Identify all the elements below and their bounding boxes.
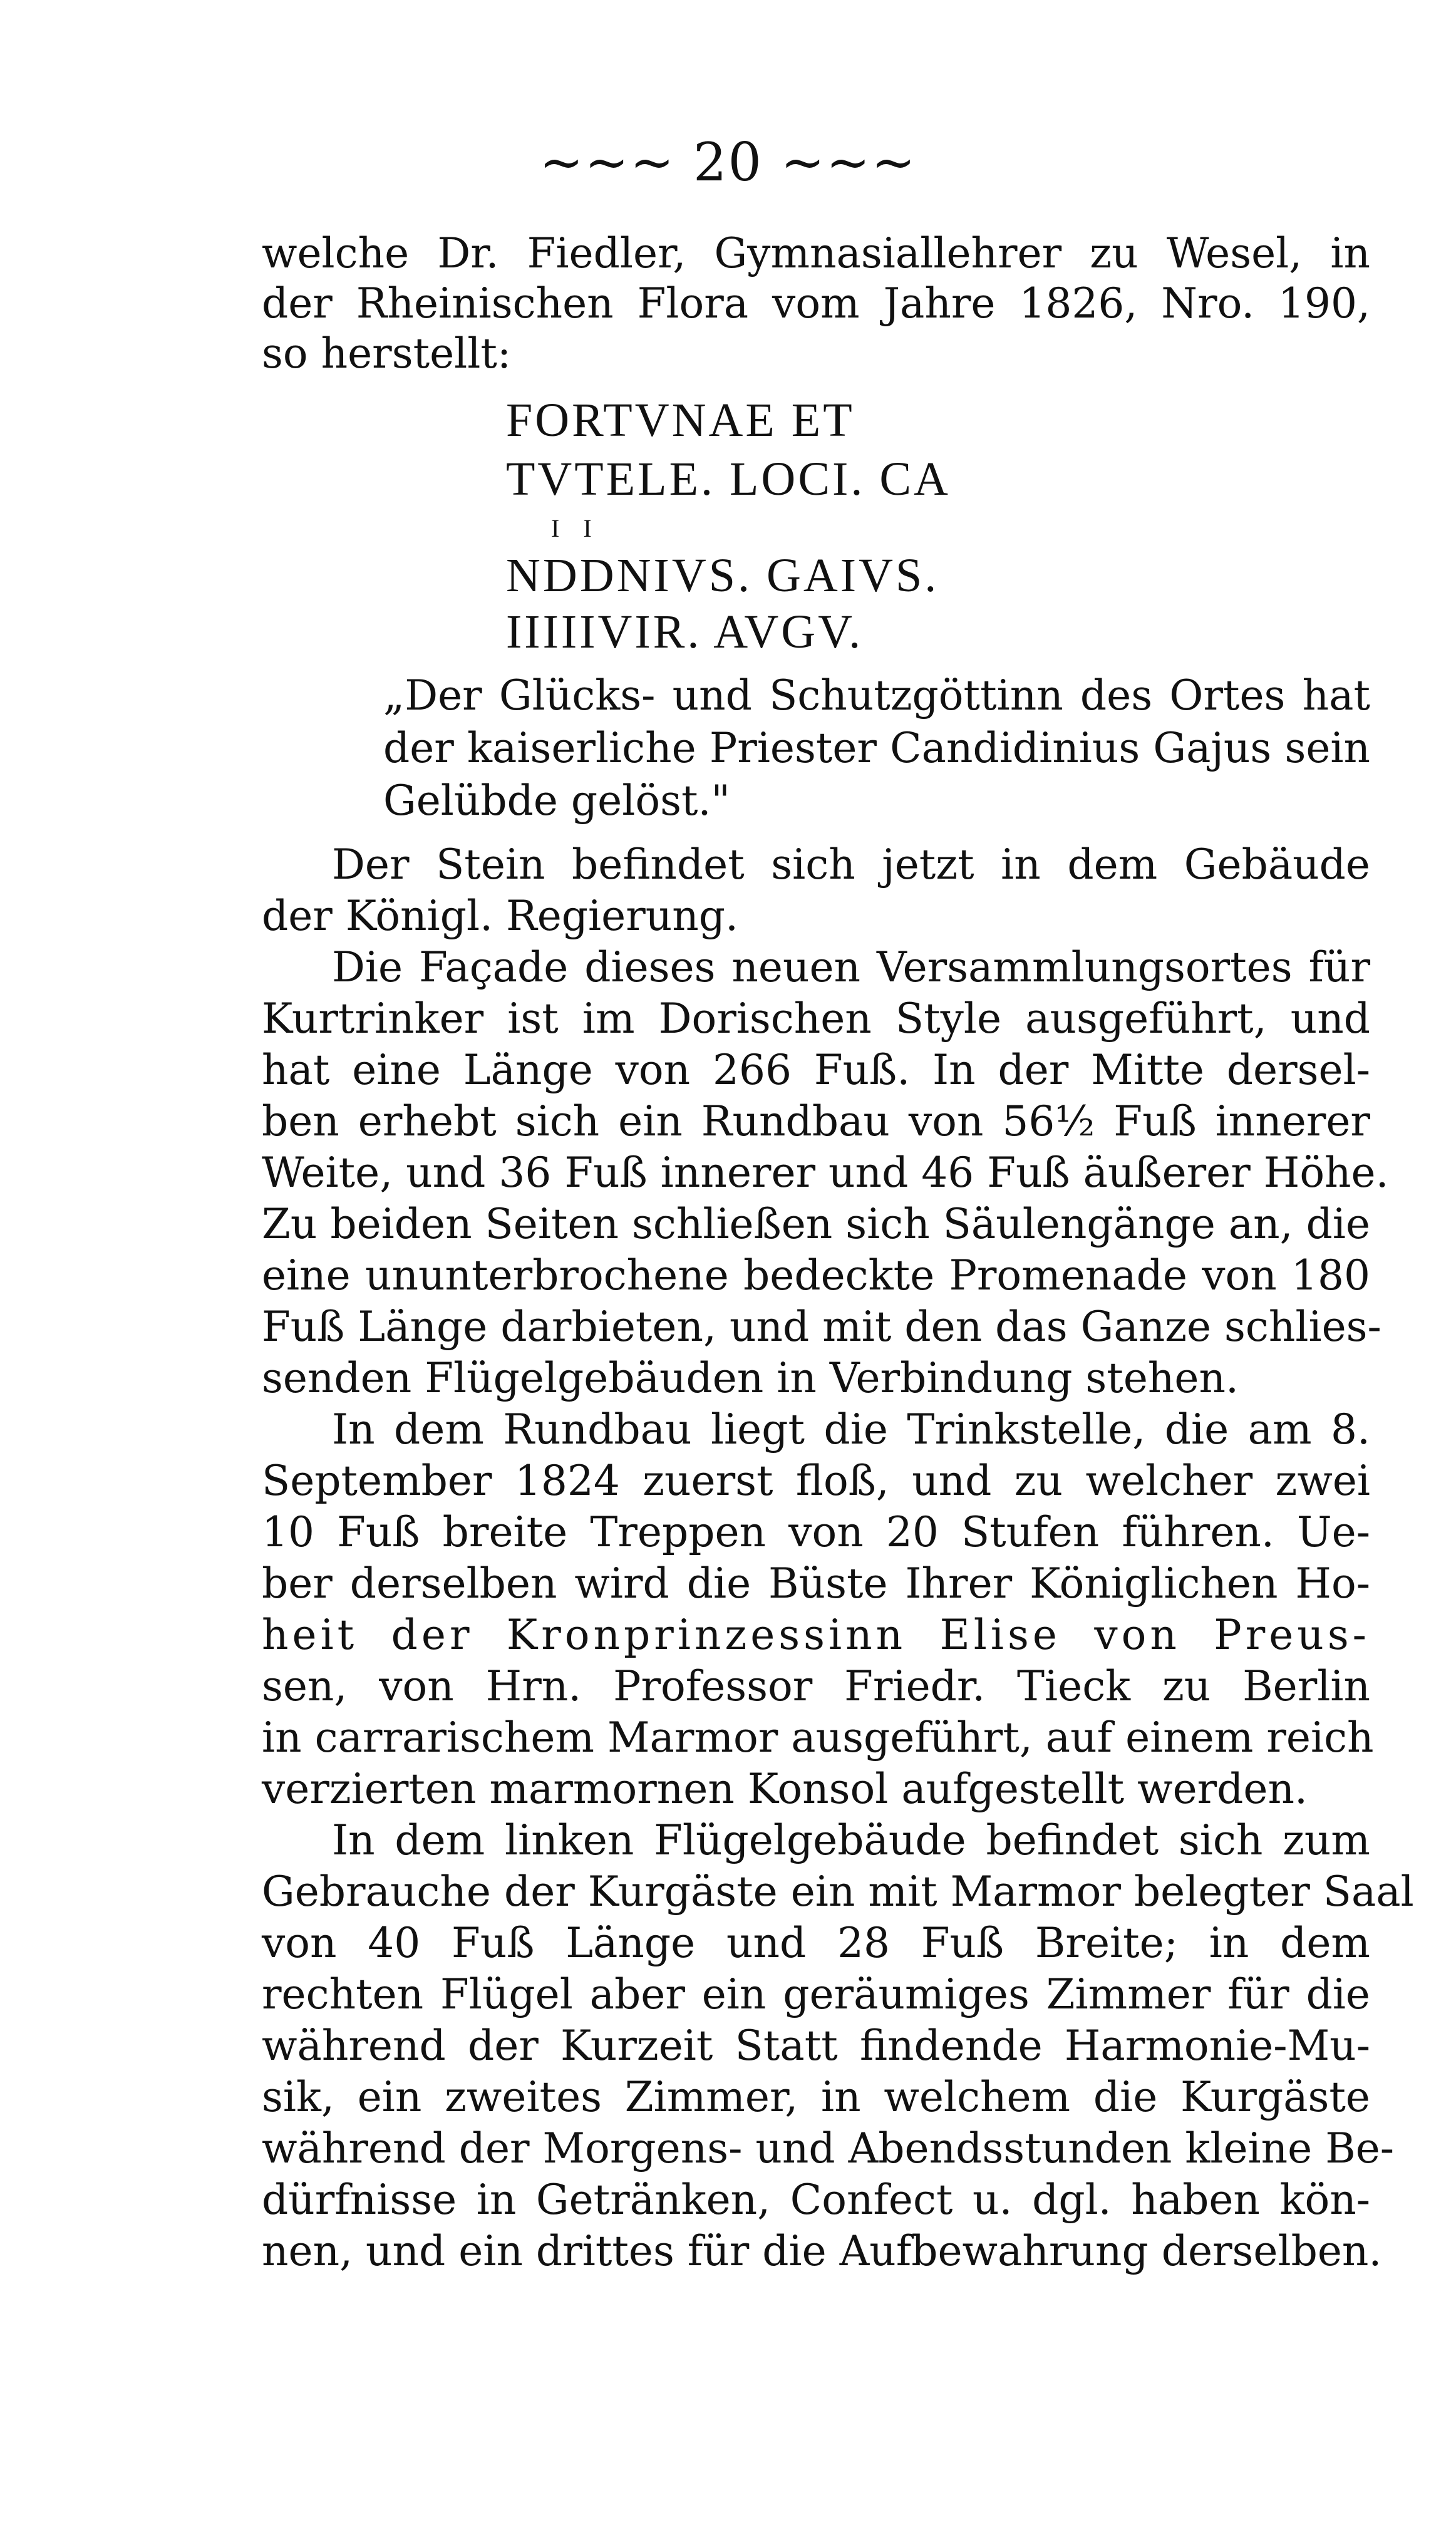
text-line: ben erhebt sich ein Rundbau von 56½ Fuß innerer <box>262 1097 1370 1145</box>
text-line: sik, ein zweites Zimmer, in welchem die Kurgäste <box>262 2073 1370 2121</box>
text-line: Die Façade dieses neuen Versammlungsortes für <box>332 943 1370 991</box>
text-line: senden Flügelgebäuden in Verbindung stehen. <box>262 1354 1239 1402</box>
text-line: so herstellt: <box>262 329 512 378</box>
inscription-line: FORTVNAE ET <box>506 394 855 447</box>
quote-line: „Der Glücks- und Schutzgöttinn des Ortes hat <box>383 671 1370 720</box>
text-line: welche Dr. Fiedler, Gymnasiallehrer zu Wesel, in <box>262 229 1370 277</box>
text-line: rechten Flügel aber ein geräumiges Zimmer für die <box>262 1970 1370 2018</box>
inscription-line: NDDNIVS. GAIVS. <box>506 549 939 602</box>
text-line: ber derselben wird die Büste Ihrer Königlichen Ho- <box>262 1559 1370 1608</box>
inscription-line: IIIIIVIR. AVGV. <box>506 606 864 658</box>
text-line: Fuß Länge darbieten, und mit den das Ganze schlies- <box>262 1303 1381 1351</box>
inscription-line: I I <box>551 514 601 542</box>
text-line: von 40 Fuß Länge und 28 Fuß Breite; in dem <box>262 1919 1370 1967</box>
inscription-line: TVTELE. LOCI. CA <box>506 453 951 505</box>
text-line: sen, von Hrn. Professor Friedr. Tieck zu Berlin <box>262 1662 1370 1710</box>
text-line: eine ununterbrochene bedeckte Promenade von 180 <box>262 1251 1370 1300</box>
text-line: In dem Rundbau liegt die Trinkstelle, die am 8. <box>332 1405 1370 1454</box>
text-line: In dem linken Flügelgebäude befindet sich zum <box>332 1816 1370 1864</box>
text-line: hat eine Länge von 266 Fuß. In der Mitte dersel- <box>262 1046 1370 1094</box>
quote-line: der kaiserliche Priester Candidinius Gajus sein <box>383 724 1370 772</box>
text-line: dürfnisse in Getränken, Confect u. dgl. haben kön- <box>262 2176 1370 2224</box>
text-line: Weite, und 36 Fuß innerer und 46 Fuß äußerer Höhe. <box>262 1149 1389 1197</box>
text-line: Gebrauche der Kurgäste ein mit Marmor belegter Saal <box>262 1868 1414 1916</box>
text-line: heit der Kronprinzessinn Elise von Preus- <box>262 1611 1370 1659</box>
text-line: während der Kurzeit Statt findende Harmonie-Mu- <box>262 2022 1370 2070</box>
text-line: während der Morgens- und Abendsstunden kleine Be- <box>262 2124 1395 2173</box>
page-number: ~~~ 20 ~~~ <box>539 132 917 193</box>
quote-line: Gelübde gelöst." <box>383 777 730 825</box>
text-line: Kurtrinker ist im Dorischen Style ausgeführt, und <box>262 995 1370 1043</box>
text-line: in carrarischem Marmor ausgeführt, auf einem reich <box>262 1713 1374 1762</box>
text-line: der Rheinischen Flora vom Jahre 1826, Nro. 190, <box>262 279 1370 328</box>
text-line: Der Stein befindet sich jetzt in dem Gebäude <box>332 840 1370 889</box>
text-line: verzierten marmornen Konsol aufgestellt werden. <box>262 1765 1308 1813</box>
text-line: 10 Fuß breite Treppen von 20 Stufen führen. Ue- <box>262 1508 1370 1556</box>
text-line: der Königl. Regierung. <box>262 892 738 940</box>
text-line: September 1824 zuerst floß, und zu welcher zwei <box>262 1457 1370 1505</box>
text-line: Zu beiden Seiten schließen sich Säulengänge an, die <box>262 1200 1371 1248</box>
text-line: nen, und ein drittes für die Aufbewahrung derselben. <box>262 2227 1382 2275</box>
